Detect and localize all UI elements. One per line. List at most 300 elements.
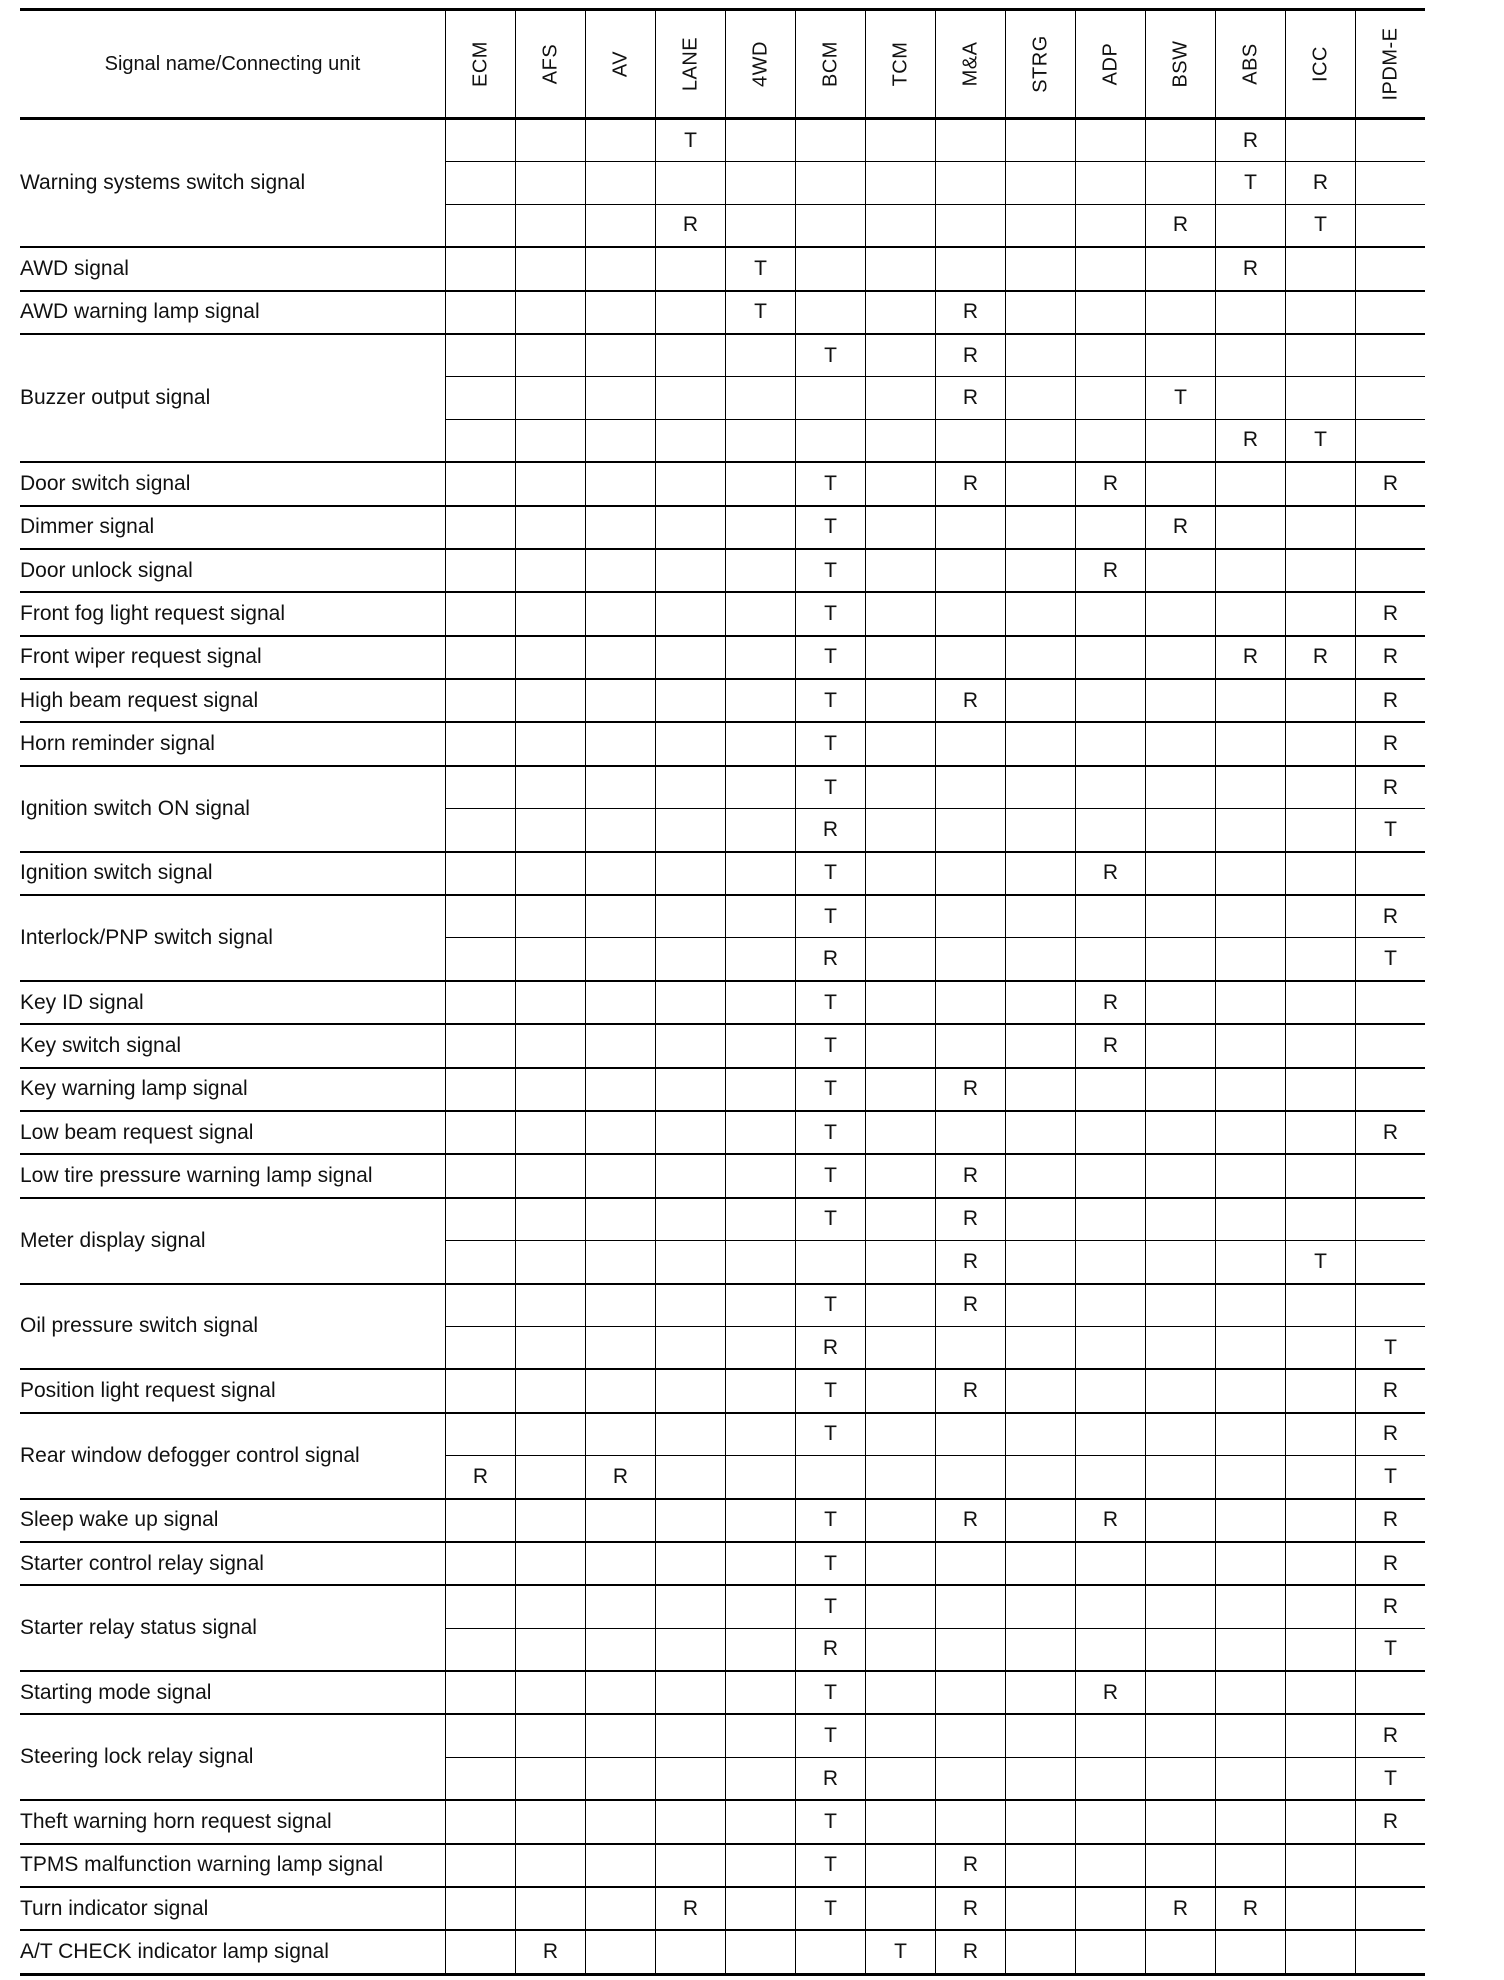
matrix-cell [1216, 1671, 1286, 1714]
matrix-cell [516, 1542, 586, 1585]
signal-name: Horn reminder signal [20, 722, 446, 765]
unit-header-label: LANE [679, 36, 701, 92]
matrix-cell [866, 1456, 936, 1499]
matrix-cell [446, 1714, 516, 1757]
signal-name: Door unlock signal [20, 549, 446, 592]
matrix-cell [446, 1284, 516, 1327]
matrix-cell [1006, 204, 1076, 247]
matrix-cell [586, 895, 656, 938]
matrix-cell [1286, 1024, 1356, 1067]
matrix-cell [1356, 291, 1426, 334]
matrix-cell [1076, 247, 1146, 290]
matrix-cell [446, 506, 516, 549]
matrix-cell [586, 1800, 656, 1843]
matrix-cell: R [936, 1241, 1006, 1284]
matrix-cell [1006, 592, 1076, 635]
matrix-cell: R [1076, 981, 1146, 1024]
signal-name: Starter control relay signal [20, 1542, 446, 1585]
matrix-cell [1216, 1241, 1286, 1284]
matrix-cell [516, 1284, 586, 1327]
matrix-cell [1286, 1068, 1356, 1111]
matrix-cell [586, 204, 656, 247]
table-row [20, 852, 1425, 895]
matrix-cell [1146, 1111, 1216, 1154]
table-row [20, 636, 1425, 679]
matrix-cell [586, 1369, 656, 1412]
matrix-cell [866, 1154, 936, 1197]
matrix-cell [446, 462, 516, 505]
matrix-cell: T [796, 1800, 866, 1843]
matrix-cell [516, 1628, 586, 1671]
matrix-cell [446, 549, 516, 592]
matrix-cell: T [796, 549, 866, 592]
matrix-cell [516, 1068, 586, 1111]
matrix-cell [1146, 1456, 1216, 1499]
matrix-cell [1286, 291, 1356, 334]
matrix-cell [1076, 1369, 1146, 1412]
matrix-cell [1006, 1198, 1076, 1241]
matrix-cell [516, 419, 586, 462]
matrix-cell [936, 981, 1006, 1024]
matrix-cell [516, 462, 586, 505]
table-row [20, 1024, 1425, 1067]
unit-header-label: M&A [959, 41, 981, 87]
matrix-cell [656, 722, 726, 765]
matrix-cell: T [1356, 1757, 1426, 1800]
matrix-cell [656, 1499, 726, 1542]
unit-header-label: ICC [1309, 46, 1331, 82]
matrix-cell [1006, 1930, 1076, 1974]
matrix-cell [656, 1284, 726, 1327]
matrix-cell [1146, 1757, 1216, 1800]
signal-name: Low beam request signal [20, 1111, 446, 1154]
signal-name: Rear window defogger control signal [20, 1413, 446, 1499]
matrix-cell [586, 722, 656, 765]
matrix-cell [1216, 1757, 1286, 1800]
signal-name: Interlock/PNP switch signal [20, 895, 446, 981]
matrix-cell [866, 895, 936, 938]
matrix-cell: R [1356, 592, 1426, 635]
matrix-cell [1146, 291, 1216, 334]
matrix-cell [1146, 1542, 1216, 1585]
matrix-cell [586, 1542, 656, 1585]
matrix-cell [1216, 1326, 1286, 1369]
matrix-cell [586, 1024, 656, 1067]
matrix-cell [516, 1499, 586, 1542]
matrix-cell [1146, 1284, 1216, 1327]
matrix-cell [1146, 1326, 1216, 1369]
signal-name: Key warning lamp signal [20, 1068, 446, 1111]
matrix-cell [656, 766, 726, 809]
matrix-cell [1006, 119, 1076, 162]
table-row [20, 462, 1425, 505]
matrix-cell [726, 1413, 796, 1456]
matrix-cell [1216, 1585, 1286, 1628]
table-row [20, 1844, 1425, 1887]
matrix-cell: T [1356, 938, 1426, 981]
unit-header [656, 10, 726, 119]
matrix-cell [1146, 1714, 1216, 1757]
matrix-cell: T [796, 981, 866, 1024]
matrix-cell: T [796, 1024, 866, 1067]
matrix-cell [586, 1844, 656, 1887]
matrix-cell [1286, 895, 1356, 938]
unit-header-label: IPDM-E [1379, 27, 1401, 101]
matrix-cell [866, 1800, 936, 1843]
matrix-cell [656, 1241, 726, 1284]
matrix-cell [866, 1284, 936, 1327]
matrix-cell [726, 204, 796, 247]
matrix-cell: T [796, 679, 866, 722]
matrix-cell [1146, 1930, 1216, 1974]
unit-header [936, 10, 1006, 119]
unit-header [1146, 10, 1216, 119]
matrix-cell [936, 549, 1006, 592]
matrix-cell [1146, 1241, 1216, 1284]
matrix-cell [586, 419, 656, 462]
matrix-cell [866, 1542, 936, 1585]
matrix-cell [1356, 1154, 1426, 1197]
matrix-cell [726, 981, 796, 1024]
matrix-cell [586, 377, 656, 419]
matrix-cell [866, 981, 936, 1024]
matrix-cell [726, 1284, 796, 1327]
matrix-cell [1146, 334, 1216, 377]
matrix-cell [1076, 204, 1146, 247]
matrix-cell [936, 1800, 1006, 1843]
matrix-cell [656, 1068, 726, 1111]
matrix-cell [1216, 1154, 1286, 1197]
matrix-cell: R [1356, 1111, 1426, 1154]
matrix-cell [726, 1111, 796, 1154]
signal-name: Warning systems switch signal [20, 119, 446, 248]
table-row [20, 1369, 1425, 1412]
matrix-cell [1356, 334, 1426, 377]
matrix-cell [446, 377, 516, 419]
signal-name: A/T CHECK indicator lamp signal [20, 1930, 446, 1974]
matrix-cell: R [656, 1887, 726, 1930]
matrix-cell [1216, 1714, 1286, 1757]
matrix-cell [1146, 679, 1216, 722]
matrix-cell [1146, 119, 1216, 162]
matrix-cell [446, 852, 516, 895]
matrix-cell [656, 1542, 726, 1585]
matrix-cell [1006, 162, 1076, 204]
matrix-cell: R [516, 1930, 586, 1974]
matrix-cell [1146, 852, 1216, 895]
matrix-cell [656, 636, 726, 679]
matrix-cell [656, 1111, 726, 1154]
matrix-cell [516, 592, 586, 635]
matrix-cell [1286, 981, 1356, 1024]
matrix-cell [656, 1198, 726, 1241]
matrix-cell [1356, 852, 1426, 895]
matrix-cell [1076, 334, 1146, 377]
matrix-cell: R [1356, 679, 1426, 722]
matrix-cell [1216, 938, 1286, 981]
matrix-cell [1216, 1068, 1286, 1111]
matrix-cell: R [936, 679, 1006, 722]
matrix-cell: R [1356, 1800, 1426, 1843]
matrix-cell [866, 1671, 936, 1714]
matrix-cell [936, 506, 1006, 549]
matrix-cell [1076, 1326, 1146, 1369]
matrix-cell: R [1356, 1369, 1426, 1412]
matrix-cell [516, 1844, 586, 1887]
matrix-cell [1356, 549, 1426, 592]
matrix-cell: T [796, 1844, 866, 1887]
matrix-cell [516, 119, 586, 162]
matrix-cell [726, 1024, 796, 1067]
matrix-cell [1006, 334, 1076, 377]
matrix-cell [726, 549, 796, 592]
matrix-cell [1006, 1369, 1076, 1412]
matrix-cell [1286, 1887, 1356, 1930]
matrix-cell [796, 119, 866, 162]
table-row [20, 1198, 1425, 1241]
matrix-cell [1286, 1930, 1356, 1974]
matrix-cell [516, 162, 586, 204]
matrix-cell [726, 1499, 796, 1542]
matrix-cell [936, 1714, 1006, 1757]
matrix-cell [1076, 119, 1146, 162]
matrix-cell [726, 1930, 796, 1974]
matrix-cell [656, 679, 726, 722]
matrix-cell [446, 809, 516, 852]
table-row [20, 291, 1425, 334]
matrix-cell [1006, 1499, 1076, 1542]
corner-header: Signal name/Connecting unit [20, 10, 446, 119]
matrix-cell [1356, 1068, 1426, 1111]
matrix-cell [1076, 419, 1146, 462]
matrix-cell [936, 766, 1006, 809]
matrix-cell [1076, 1241, 1146, 1284]
matrix-cell [1356, 119, 1426, 162]
matrix-cell [1076, 1111, 1146, 1154]
table-row [20, 1068, 1425, 1111]
matrix-cell [1006, 1757, 1076, 1800]
matrix-cell [726, 809, 796, 852]
matrix-cell [726, 1326, 796, 1369]
matrix-cell [1356, 506, 1426, 549]
matrix-cell [1076, 766, 1146, 809]
matrix-cell [866, 204, 936, 247]
matrix-cell [726, 1628, 796, 1671]
matrix-cell [1146, 938, 1216, 981]
matrix-cell [446, 1369, 516, 1412]
matrix-cell [1076, 1714, 1146, 1757]
matrix-cell: R [1356, 1585, 1426, 1628]
matrix-cell [516, 1887, 586, 1930]
matrix-cell [866, 1499, 936, 1542]
unit-header [1286, 10, 1356, 119]
matrix-cell [516, 334, 586, 377]
matrix-cell [1286, 1542, 1356, 1585]
matrix-cell [726, 895, 796, 938]
matrix-cell [656, 1456, 726, 1499]
matrix-cell [936, 1111, 1006, 1154]
matrix-cell: R [1356, 1542, 1426, 1585]
matrix-cell [1076, 1154, 1146, 1197]
matrix-cell [1216, 1111, 1286, 1154]
matrix-cell [1286, 1585, 1356, 1628]
matrix-cell [866, 1714, 936, 1757]
matrix-cell [1146, 247, 1216, 290]
matrix-cell [726, 506, 796, 549]
table-row [20, 1671, 1425, 1714]
matrix-cell [726, 1887, 796, 1930]
matrix-cell [656, 1326, 726, 1369]
matrix-cell [1076, 506, 1146, 549]
matrix-cell [1146, 1844, 1216, 1887]
matrix-cell [1076, 1542, 1146, 1585]
matrix-cell [1076, 1413, 1146, 1456]
matrix-cell [656, 809, 726, 852]
matrix-cell [516, 377, 586, 419]
matrix-cell [1216, 334, 1286, 377]
matrix-cell [1076, 1887, 1146, 1930]
matrix-cell [1076, 1628, 1146, 1671]
signal-name: Dimmer signal [20, 506, 446, 549]
matrix-cell [936, 1326, 1006, 1369]
matrix-cell [586, 1628, 656, 1671]
table-row [20, 1413, 1425, 1456]
matrix-cell [1076, 1198, 1146, 1241]
matrix-cell [936, 1757, 1006, 1800]
matrix-cell [1286, 809, 1356, 852]
matrix-cell [866, 679, 936, 722]
table-row [20, 722, 1425, 765]
matrix-cell [1076, 1068, 1146, 1111]
matrix-cell: T [726, 291, 796, 334]
matrix-cell [1286, 1154, 1356, 1197]
matrix-cell [516, 1198, 586, 1241]
matrix-cell: T [796, 506, 866, 549]
matrix-cell [936, 1413, 1006, 1456]
matrix-cell [1356, 1024, 1426, 1067]
matrix-cell [446, 1542, 516, 1585]
matrix-cell: T [796, 1671, 866, 1714]
matrix-cell [936, 1542, 1006, 1585]
table-row [20, 1887, 1425, 1930]
unit-header-label: ADP [1099, 42, 1121, 86]
signal-name: Door switch signal [20, 462, 446, 505]
matrix-cell [866, 162, 936, 204]
matrix-cell [586, 119, 656, 162]
matrix-cell [796, 419, 866, 462]
matrix-cell [1286, 549, 1356, 592]
matrix-cell [866, 334, 936, 377]
matrix-cell [726, 1757, 796, 1800]
matrix-cell: T [1216, 162, 1286, 204]
matrix-cell [726, 1068, 796, 1111]
unit-header-label: BCM [819, 41, 841, 87]
matrix-cell [586, 852, 656, 895]
matrix-cell [936, 809, 1006, 852]
matrix-cell [586, 1930, 656, 1974]
matrix-cell: R [1286, 636, 1356, 679]
matrix-cell: T [796, 1154, 866, 1197]
table-row [20, 1154, 1425, 1197]
matrix-cell [586, 291, 656, 334]
matrix-cell [586, 1757, 656, 1800]
table-row [20, 895, 1425, 938]
matrix-cell [866, 119, 936, 162]
matrix-cell [936, 419, 1006, 462]
matrix-cell [516, 679, 586, 722]
matrix-cell [726, 722, 796, 765]
matrix-cell [1216, 1024, 1286, 1067]
matrix-cell [726, 1714, 796, 1757]
matrix-cell [1076, 162, 1146, 204]
matrix-cell [656, 981, 726, 1024]
matrix-cell [656, 1930, 726, 1974]
table-row [20, 1714, 1425, 1757]
signal-name: Starting mode signal [20, 1671, 446, 1714]
matrix-cell [656, 1714, 726, 1757]
matrix-cell [586, 1154, 656, 1197]
matrix-cell [1216, 377, 1286, 419]
matrix-cell [1146, 462, 1216, 505]
matrix-cell [1216, 1456, 1286, 1499]
matrix-cell [656, 1800, 726, 1843]
matrix-cell [726, 1369, 796, 1412]
matrix-cell [936, 204, 1006, 247]
matrix-cell [586, 766, 656, 809]
matrix-cell: R [936, 334, 1006, 377]
signal-name: Theft warning horn request signal [20, 1800, 446, 1843]
matrix-cell [1356, 1241, 1426, 1284]
matrix-cell [726, 162, 796, 204]
matrix-cell [726, 1671, 796, 1714]
matrix-cell [446, 1887, 516, 1930]
matrix-cell [446, 1198, 516, 1241]
matrix-cell [1146, 1413, 1216, 1456]
matrix-cell [1006, 1154, 1076, 1197]
matrix-cell [1216, 1844, 1286, 1887]
matrix-cell: T [796, 766, 866, 809]
signal-table [20, 8, 1425, 1976]
matrix-cell [1286, 1413, 1356, 1456]
matrix-cell [516, 938, 586, 981]
matrix-cell [656, 938, 726, 981]
matrix-cell [1286, 377, 1356, 419]
matrix-cell [796, 247, 866, 290]
matrix-cell [1356, 1930, 1426, 1974]
matrix-cell [516, 981, 586, 1024]
matrix-cell [586, 938, 656, 981]
matrix-cell [586, 1284, 656, 1327]
matrix-cell [726, 119, 796, 162]
matrix-cell [1146, 419, 1216, 462]
matrix-cell [866, 419, 936, 462]
matrix-cell [1076, 1456, 1146, 1499]
matrix-cell [1216, 1198, 1286, 1241]
matrix-cell [656, 1413, 726, 1456]
matrix-cell [516, 1024, 586, 1067]
unit-header [1356, 10, 1426, 119]
matrix-cell [1006, 1542, 1076, 1585]
matrix-cell [726, 1456, 796, 1499]
matrix-cell: R [586, 1456, 656, 1499]
matrix-cell: T [866, 1930, 936, 1974]
matrix-cell [1146, 766, 1216, 809]
matrix-cell [1216, 1628, 1286, 1671]
matrix-cell [866, 1369, 936, 1412]
matrix-cell [1356, 419, 1426, 462]
matrix-cell [1006, 549, 1076, 592]
matrix-cell [796, 1456, 866, 1499]
